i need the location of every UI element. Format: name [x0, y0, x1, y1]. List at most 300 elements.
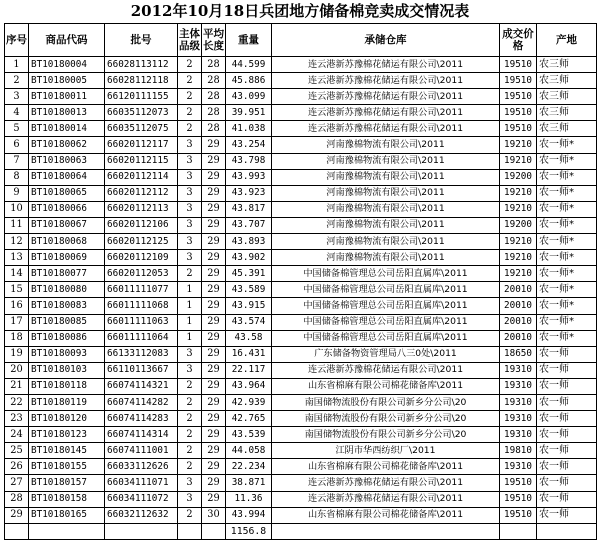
cell-weight: 22.117 [226, 362, 272, 378]
cell-price: 19210 [500, 201, 537, 217]
cell-code: BT10180068 [29, 234, 105, 250]
cell-price: 19510 [500, 507, 537, 523]
cell-warehouse: 连云港新苏豫棉花储运有限公司\2011 [272, 121, 500, 137]
cell-price: 19200 [500, 217, 537, 233]
cell-origin: 农一师 [537, 394, 597, 410]
table-row [5, 185, 597, 201]
cell-grade: 3 [178, 346, 202, 362]
cell-seq: 19 [5, 346, 29, 362]
cell-seq: 27 [5, 475, 29, 491]
cell-warehouse: 山东省棉麻有限公司棉花储备库\2011 [272, 459, 500, 475]
table-row [5, 121, 597, 137]
cell-weight: 43.993 [226, 169, 272, 185]
header-origin: 产地 [537, 24, 597, 57]
cell-weight: 43.964 [226, 378, 272, 394]
cell-code: BT10180103 [29, 362, 105, 378]
cell-warehouse: 连云港新苏豫棉花储运有限公司\2011 [272, 57, 500, 73]
cell-code: BT10180004 [29, 57, 105, 73]
cell-weight: 42.765 [226, 411, 272, 427]
cell-batch: 66074114283 [105, 411, 178, 427]
cell-warehouse: 河南豫棉物流有限公司\2011 [272, 217, 500, 233]
cell-length: 29 [202, 250, 226, 266]
cell-grade: 2 [178, 507, 202, 523]
cell-batch: 66034111071 [105, 475, 178, 491]
cell-price: 19210 [500, 153, 537, 169]
cell-warehouse: 河南豫棉物流有限公司\2011 [272, 153, 500, 169]
cell-weight: 43.254 [226, 137, 272, 153]
cell-grade: 3 [178, 137, 202, 153]
cell-warehouse: 中国储备棉管理总公司岳阳直属库\2011 [272, 298, 500, 314]
cell-seq: 11 [5, 217, 29, 233]
cell-code: BT10180123 [29, 427, 105, 443]
cell-origin: 农一师 [537, 427, 597, 443]
table-row [5, 201, 597, 217]
cell-code: BT10180155 [29, 459, 105, 475]
table-row [5, 105, 597, 121]
table-row [5, 73, 597, 89]
cell-origin: 农三师 [537, 89, 597, 105]
total-weight: 1156.8 [226, 523, 272, 539]
cell-grade: 1 [178, 330, 202, 346]
cell-batch: 66020112125 [105, 234, 178, 250]
cell-weight: 42.939 [226, 394, 272, 410]
cell-origin: 农一师* [537, 330, 597, 346]
cell-origin: 农三师 [537, 57, 597, 73]
table-row [5, 282, 597, 298]
cell-seq: 13 [5, 250, 29, 266]
cell-code: BT10180064 [29, 169, 105, 185]
cell-grade: 3 [178, 234, 202, 250]
cell-price: 19510 [500, 121, 537, 137]
header-warehouse: 承储仓库 [272, 24, 500, 57]
cell-seq: 7 [5, 153, 29, 169]
table-row [5, 314, 597, 330]
table-row [5, 491, 597, 507]
cell-code: BT10180065 [29, 185, 105, 201]
cell-origin: 农一师* [537, 266, 597, 282]
cell-batch: 66020112117 [105, 137, 178, 153]
cell-warehouse: 南国储物流股份有限公司新乡分公司\20 [272, 394, 500, 410]
cell-batch: 66034111072 [105, 491, 178, 507]
cell-grade: 1 [178, 298, 202, 314]
cell-warehouse: 连云港新苏豫棉花储运有限公司\2011 [272, 89, 500, 105]
cell-origin: 农一师 [537, 411, 597, 427]
cell-grade: 2 [178, 459, 202, 475]
cell-warehouse: 山东省棉麻有限公司棉花储备库\2011 [272, 507, 500, 523]
cell-origin: 农一师* [537, 314, 597, 330]
cell-seq: 17 [5, 314, 29, 330]
cell-weight: 41.038 [226, 121, 272, 137]
cell-batch: 66020112115 [105, 153, 178, 169]
cell-origin: 农一师* [537, 153, 597, 169]
cell-seq: 23 [5, 411, 29, 427]
cell-weight: 44.599 [226, 57, 272, 73]
cell-code: BT10180119 [29, 394, 105, 410]
cell-batch: 66074111001 [105, 443, 178, 459]
header-row [5, 24, 597, 57]
cell-length: 29 [202, 201, 226, 217]
cell-warehouse: 河南豫棉物流有限公司\2011 [272, 169, 500, 185]
cell-seq: 14 [5, 266, 29, 282]
cell-origin: 农一师 [537, 507, 597, 523]
cell-price: 20010 [500, 330, 537, 346]
cell-batch: 66011111064 [105, 330, 178, 346]
cell-batch: 66011111077 [105, 282, 178, 298]
cell-length: 28 [202, 57, 226, 73]
cell-warehouse: 河南豫棉物流有限公司\2011 [272, 185, 500, 201]
cell-warehouse: 连云港新苏豫棉花储运有限公司\2011 [272, 475, 500, 491]
cell-code: BT10180165 [29, 507, 105, 523]
cell-warehouse: 广东储备物资管理局八三0处\2011 [272, 346, 500, 362]
cell-origin: 农一师* [537, 250, 597, 266]
table-row [5, 217, 597, 233]
cell-length: 29 [202, 314, 226, 330]
cell-length: 29 [202, 169, 226, 185]
table-row [5, 153, 597, 169]
cell-weight: 43.915 [226, 298, 272, 314]
cell-origin: 农一师* [537, 169, 597, 185]
cell-weight: 11.36 [226, 491, 272, 507]
cell-length: 28 [202, 89, 226, 105]
cell-batch: 66028113112 [105, 57, 178, 73]
table-row [5, 394, 597, 410]
cell-grade: 2 [178, 121, 202, 137]
cell-length: 28 [202, 73, 226, 89]
cell-weight: 45.391 [226, 266, 272, 282]
cell-seq: 18 [5, 330, 29, 346]
cell-seq: 1 [5, 57, 29, 73]
cell-grade: 3 [178, 169, 202, 185]
cell-weight: 43.902 [226, 250, 272, 266]
cell-seq: 5 [5, 121, 29, 137]
cell-code: BT10180158 [29, 491, 105, 507]
cell-price: 20010 [500, 282, 537, 298]
cell-grade: 3 [178, 475, 202, 491]
cell-code: BT10180011 [29, 89, 105, 105]
table-row [5, 169, 597, 185]
cell-seq: 21 [5, 378, 29, 394]
cell-length: 29 [202, 266, 226, 282]
cell-weight: 43.923 [226, 185, 272, 201]
cell-seq: 26 [5, 459, 29, 475]
table-row [5, 298, 597, 314]
cell-length: 29 [202, 411, 226, 427]
cell-seq: 9 [5, 185, 29, 201]
cell-price: 19210 [500, 234, 537, 250]
cell-weight: 43.817 [226, 201, 272, 217]
table-row [5, 411, 597, 427]
cell-origin: 农一师 [537, 346, 597, 362]
cell-length: 29 [202, 346, 226, 362]
cell-length: 29 [202, 443, 226, 459]
cell-seq: 28 [5, 491, 29, 507]
cell-code: BT10180062 [29, 137, 105, 153]
table-row [5, 57, 597, 73]
cell-seq: 3 [5, 89, 29, 105]
cell-seq: 12 [5, 234, 29, 250]
cell-grade: 2 [178, 73, 202, 89]
cell-weight: 43.707 [226, 217, 272, 233]
cell-weight: 45.886 [226, 73, 272, 89]
cell-grade: 2 [178, 411, 202, 427]
header-code: 商品代码 [29, 24, 105, 57]
total-row [5, 523, 597, 539]
cell-batch: 66074114321 [105, 378, 178, 394]
cell-length: 29 [202, 153, 226, 169]
cell-code: BT10180093 [29, 346, 105, 362]
cell-grade: 2 [178, 57, 202, 73]
cell-seq: 25 [5, 443, 29, 459]
cell-origin: 农一师 [537, 378, 597, 394]
cell-price: 19310 [500, 362, 537, 378]
cell-price: 19310 [500, 411, 537, 427]
table-row [5, 362, 597, 378]
cell-price: 19510 [500, 73, 537, 89]
cell-code: BT10180080 [29, 282, 105, 298]
cell-length: 29 [202, 491, 226, 507]
cell-warehouse: 中国储备棉管理总公司岳阳直属库\2011 [272, 330, 500, 346]
header-length: 平均长度 [202, 24, 226, 57]
cell-length: 29 [202, 185, 226, 201]
cell-warehouse: 山东省棉麻有限公司棉花储备库\2011 [272, 378, 500, 394]
cell-length: 29 [202, 330, 226, 346]
cell-length: 29 [202, 427, 226, 443]
table-row [5, 443, 597, 459]
cell-warehouse: 江阴市华西纺织厂\2011 [272, 443, 500, 459]
cell-grade: 3 [178, 491, 202, 507]
cell-batch: 66074114282 [105, 394, 178, 410]
cell-seq: 24 [5, 427, 29, 443]
cell-grade: 2 [178, 443, 202, 459]
table-row [5, 378, 597, 394]
auction-results-table [4, 23, 597, 540]
cell-length: 30 [202, 507, 226, 523]
cell-weight: 38.871 [226, 475, 272, 491]
cell-origin: 农一师* [537, 201, 597, 217]
cell-weight: 16.431 [226, 346, 272, 362]
header-weight: 重量 [226, 24, 272, 57]
cell-length: 29 [202, 282, 226, 298]
header-batch: 批号 [105, 24, 178, 57]
cell-origin: 农一师 [537, 475, 597, 491]
cell-price: 19210 [500, 185, 537, 201]
cell-length: 29 [202, 362, 226, 378]
cell-price: 19510 [500, 475, 537, 491]
cell-code: BT10180069 [29, 250, 105, 266]
cell-warehouse: 中国储备棉管理总公司岳阳直属库\2011 [272, 314, 500, 330]
cell-grade: 3 [178, 153, 202, 169]
cell-price: 19510 [500, 57, 537, 73]
cell-batch: 66011111063 [105, 314, 178, 330]
cell-weight: 44.058 [226, 443, 272, 459]
cell-seq: 29 [5, 507, 29, 523]
cell-code: BT10180157 [29, 475, 105, 491]
cell-batch: 66035112075 [105, 121, 178, 137]
cell-warehouse: 河南豫棉物流有限公司\2011 [272, 137, 500, 153]
cell-code: BT10180067 [29, 217, 105, 233]
cell-grade: 1 [178, 314, 202, 330]
cell-grade: 2 [178, 266, 202, 282]
cell-code: BT10180066 [29, 201, 105, 217]
cell-warehouse: 中国储备棉管理总公司岳阳直属库\2011 [272, 282, 500, 298]
cell-length: 29 [202, 137, 226, 153]
cell-weight: 43.589 [226, 282, 272, 298]
cell-warehouse: 河南豫棉物流有限公司\2011 [272, 201, 500, 217]
cell-origin: 农一师* [537, 217, 597, 233]
cell-code: BT10180063 [29, 153, 105, 169]
cell-seq: 16 [5, 298, 29, 314]
cell-price: 19210 [500, 266, 537, 282]
cell-weight: 43.994 [226, 507, 272, 523]
cell-origin: 农一师* [537, 234, 597, 250]
cell-grade: 3 [178, 217, 202, 233]
cell-price: 19810 [500, 443, 537, 459]
cell-batch: 66032112632 [105, 507, 178, 523]
cell-grade: 1 [178, 282, 202, 298]
cell-weight: 43.574 [226, 314, 272, 330]
cell-price: 19510 [500, 105, 537, 121]
cell-price: 20010 [500, 314, 537, 330]
cell-batch: 66020112112 [105, 185, 178, 201]
cell-code: BT10180077 [29, 266, 105, 282]
cell-warehouse: 连云港新苏豫棉花储运有限公司\2011 [272, 491, 500, 507]
cell-code: BT10180083 [29, 298, 105, 314]
cell-origin: 农一师* [537, 282, 597, 298]
cell-price: 19310 [500, 427, 537, 443]
cell-warehouse: 中国储备棉管理总公司岳阳直属库\2011 [272, 266, 500, 282]
cell-code: BT10180086 [29, 330, 105, 346]
cell-seq: 15 [5, 282, 29, 298]
cell-grade: 2 [178, 378, 202, 394]
cell-origin: 农三师 [537, 105, 597, 121]
cell-batch: 66033112626 [105, 459, 178, 475]
cell-grade: 2 [178, 427, 202, 443]
cell-price: 19510 [500, 89, 537, 105]
cell-batch: 66020112053 [105, 266, 178, 282]
cell-grade: 2 [178, 89, 202, 105]
cell-batch: 66020112113 [105, 201, 178, 217]
cell-grade: 2 [178, 394, 202, 410]
cell-origin: 农一师 [537, 362, 597, 378]
cell-length: 29 [202, 234, 226, 250]
table-row [5, 137, 597, 153]
cell-warehouse: 连云港新苏豫棉花储运有限公司\2011 [272, 73, 500, 89]
cell-price: 19200 [500, 169, 537, 185]
cell-seq: 8 [5, 169, 29, 185]
cell-warehouse: 连云港新苏豫棉花储运有限公司\2011 [272, 362, 500, 378]
cell-price: 19210 [500, 250, 537, 266]
cell-weight: 43.539 [226, 427, 272, 443]
cell-length: 29 [202, 475, 226, 491]
cell-length: 29 [202, 217, 226, 233]
cell-warehouse: 河南豫棉物流有限公司\2011 [272, 234, 500, 250]
cell-grade: 2 [178, 105, 202, 121]
cell-grade: 3 [178, 185, 202, 201]
cell-code: BT10180085 [29, 314, 105, 330]
table-row [5, 459, 597, 475]
table-row [5, 266, 597, 282]
cell-warehouse: 连云港新苏豫棉花储运有限公司\2011 [272, 105, 500, 121]
cell-batch: 66028112118 [105, 73, 178, 89]
cell-batch: 66110113667 [105, 362, 178, 378]
table-row [5, 234, 597, 250]
table-row [5, 250, 597, 266]
table-row [5, 330, 597, 346]
cell-price: 19310 [500, 394, 537, 410]
cell-batch: 66074114314 [105, 427, 178, 443]
cell-batch: 66020112114 [105, 169, 178, 185]
cell-batch: 66020112106 [105, 217, 178, 233]
cell-length: 29 [202, 298, 226, 314]
cell-origin: 农一师 [537, 459, 597, 475]
cell-price: 19510 [500, 491, 537, 507]
table-row [5, 507, 597, 523]
cell-origin: 农一师 [537, 443, 597, 459]
cell-origin: 农三师 [537, 121, 597, 137]
cell-grade: 3 [178, 201, 202, 217]
table-row [5, 427, 597, 443]
cell-warehouse: 南国储物流股份有限公司新乡分公司\20 [272, 427, 500, 443]
cell-code: BT10180120 [29, 411, 105, 427]
cell-price: 19310 [500, 459, 537, 475]
table-row [5, 475, 597, 491]
page-title: 2012年10月18日兵团地方储备棉竞卖成交情况表 [130, 2, 470, 20]
cell-code: BT10180005 [29, 73, 105, 89]
cell-seq: 4 [5, 105, 29, 121]
cell-length: 29 [202, 394, 226, 410]
table-row [5, 346, 597, 362]
cell-weight: 43.893 [226, 234, 272, 250]
cell-seq: 20 [5, 362, 29, 378]
cell-origin: 农一师 [537, 491, 597, 507]
cell-weight: 22.234 [226, 459, 272, 475]
cell-origin: 农一师* [537, 137, 597, 153]
table-row [5, 89, 597, 105]
cell-batch: 66020112109 [105, 250, 178, 266]
header-price: 成交价格 [500, 24, 537, 57]
cell-seq: 2 [5, 73, 29, 89]
cell-code: BT10180145 [29, 443, 105, 459]
cell-length: 29 [202, 459, 226, 475]
cell-origin: 农一师* [537, 298, 597, 314]
cell-weight: 43.099 [226, 89, 272, 105]
cell-code: BT10180118 [29, 378, 105, 394]
cell-batch: 66011111068 [105, 298, 178, 314]
cell-seq: 22 [5, 394, 29, 410]
cell-price: 18650 [500, 346, 537, 362]
cell-seq: 10 [5, 201, 29, 217]
cell-origin: 农一师* [537, 185, 597, 201]
cell-warehouse: 河南豫棉物流有限公司\2011 [272, 250, 500, 266]
cell-weight: 39.951 [226, 105, 272, 121]
cell-batch: 66035112073 [105, 105, 178, 121]
cell-length: 28 [202, 121, 226, 137]
cell-batch: 66120111155 [105, 89, 178, 105]
cell-seq: 6 [5, 137, 29, 153]
header-seq: 序号 [5, 24, 29, 57]
cell-length: 29 [202, 378, 226, 394]
cell-warehouse: 南国储物流股份有限公司新乡分公司\20 [272, 411, 500, 427]
cell-length: 28 [202, 105, 226, 121]
cell-grade: 3 [178, 250, 202, 266]
cell-origin: 农三师 [537, 73, 597, 89]
cell-code: BT10180014 [29, 121, 105, 137]
cell-grade: 3 [178, 362, 202, 378]
header-grade: 主体品级 [178, 24, 202, 57]
cell-price: 20010 [500, 298, 537, 314]
cell-weight: 43.798 [226, 153, 272, 169]
cell-price: 19310 [500, 378, 537, 394]
